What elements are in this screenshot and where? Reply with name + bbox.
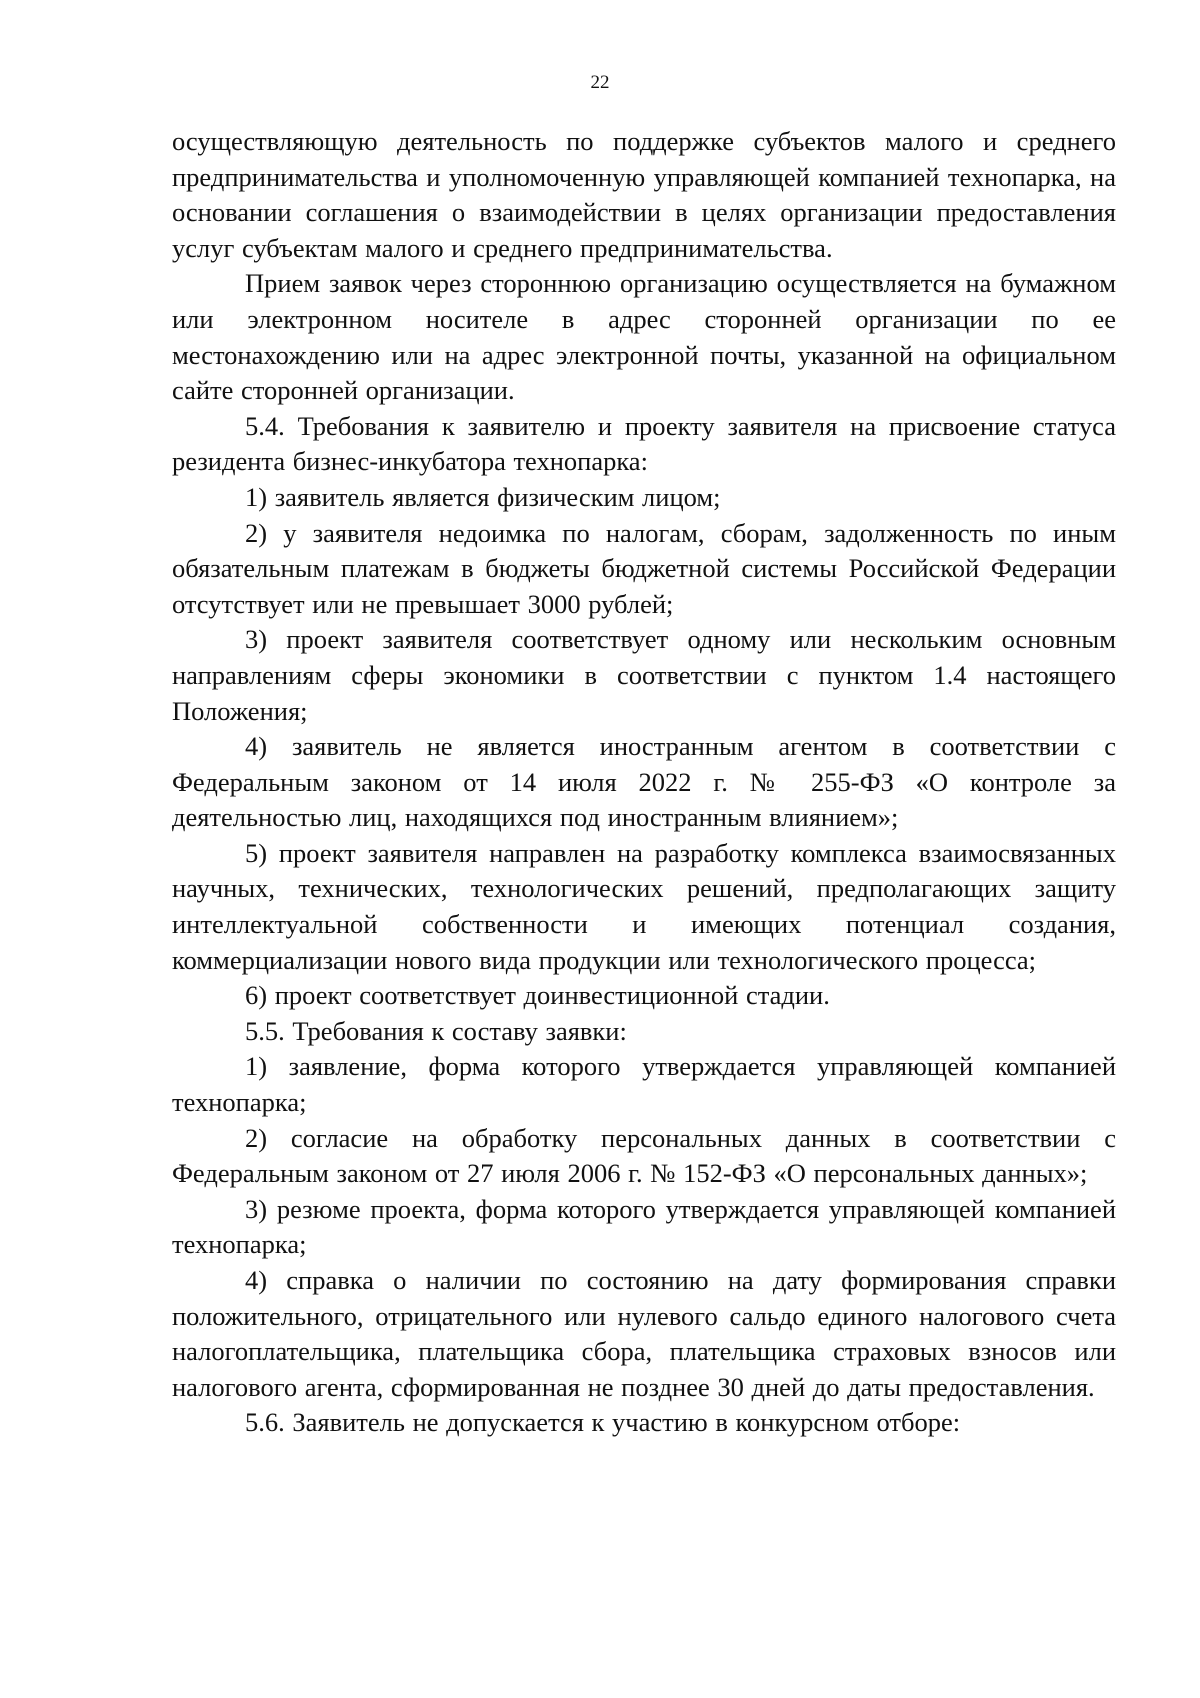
requirement-item-3: 3) проект заявителя соответствует одному или нескольким основным направлениям сферы экономики в соответствии с пунктом 1.4 настоящего Положения; bbox=[172, 624, 1116, 726]
requirement-item-6: 6) проект соответствует доинвестиционной стадии. bbox=[245, 980, 830, 1011]
section-5-6-heading: 5.6. Заявитель не допускается к участию в конкурсном отборе: bbox=[245, 1407, 961, 1438]
paragraph-application-intake: Прием заявок через стороннюю организацию осуществляется на бумажном или электронном носителе в адрес сторонней организации по ее местонахождению или на адрес электронной почты, указанной на официальном сайте сторонней организации. bbox=[172, 268, 1116, 406]
application-item-4: 4) справка о наличии по состоянию на дату формирования справки положительного, отрицательного или нулевого сальдо единого налогового счета налогоплательщика, плательщика сбора, плательщика страховых взносов или налогового агента, сформированная не позднее 30 дней до даты предоставления. bbox=[172, 1265, 1116, 1402]
section-5-4-heading: 5.4. Требования к заявителю и проекту заявителя на присвоение статуса резидента бизнес-инкубатора технопарка: bbox=[172, 410, 1116, 477]
requirement-item-4: 4) заявитель не является иностранным агентом в соответствии с Федеральным законом от 14 июля 2022 г. № 255-ФЗ «О контроле за деятельностью лиц, находящихся под иностранным влиянием»; bbox=[172, 731, 1116, 833]
application-item-3: 3) резюме проекта, форма которого утверждается управляющей компанией технопарка; bbox=[172, 1193, 1116, 1260]
application-item-2: 2) согласие на обработку персональных данных в соответствии с Федеральным законом от 27 июля 2006 г. № 152-ФЗ «О персональных данных»; bbox=[172, 1122, 1116, 1189]
document-body bbox=[172, 124, 1116, 1441]
requirement-item-2: 2) у заявителя недоимка по налогам, сборам, задолженность по иным обязательным платежам в бюджеты бюджетной системы Российской Федерации отсутствует или не превышает 3000 рублей; bbox=[172, 517, 1116, 619]
paragraph-continuation: осуществляющую деятельность по поддержке субъектов малого и среднего предпринимательства и уполномоченную управляющей компанией технопарка, на основании соглашения о взаимодействии в целях организации предоставления услуг субъектам малого и среднего предпринимательства. bbox=[172, 126, 1116, 263]
page-number: 22 bbox=[590, 72, 610, 93]
requirement-item-1: 1) заявитель является физическим лицом; bbox=[245, 481, 721, 512]
section-5-5-heading: 5.5. Требования к составу заявки: bbox=[245, 1015, 627, 1046]
requirement-item-5: 5) проект заявителя направлен на разработку комплекса взаимосвязанных научных, технических, технологических решений, предполагающих защиту интеллектуальной собственности и имеющих потенциал создания, коммерциализации нового вида продукции или технологического процесса; bbox=[172, 837, 1116, 975]
application-item-1: 1) заявление, форма которого утверждается управляющей компанией технопарка; bbox=[172, 1051, 1116, 1118]
